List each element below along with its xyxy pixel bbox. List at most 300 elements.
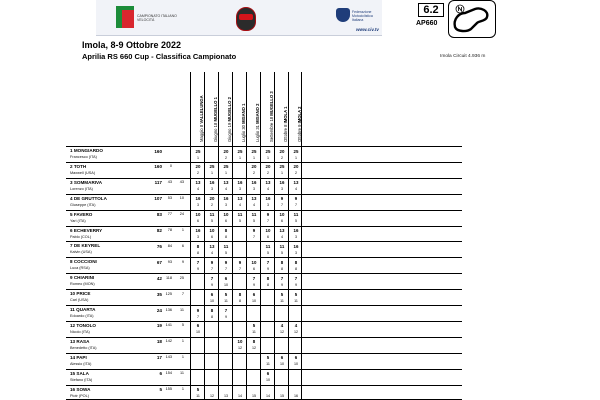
round-points: 20 bbox=[195, 164, 201, 170]
round-points: 8 bbox=[238, 291, 242, 297]
round-venue: IMOLA 2 bbox=[297, 106, 302, 124]
rider-first-name: Edoardo (ITA) bbox=[70, 314, 94, 318]
championship-title: Aprilia RS 660 Cup - Classifica Campionato bbox=[82, 52, 237, 61]
rider-total-points: 6 bbox=[159, 371, 162, 377]
round-points: 8 bbox=[280, 259, 284, 265]
round-place: 6 bbox=[281, 219, 283, 224]
civ-logo bbox=[116, 6, 176, 30]
round-result-cell bbox=[260, 227, 274, 242]
round-points: 10 bbox=[237, 339, 243, 345]
rider-first-name: Maxwell (USA) bbox=[70, 170, 96, 175]
round-points: 13 bbox=[223, 180, 229, 186]
round-place: 10 bbox=[252, 298, 256, 303]
round-place: 7 bbox=[253, 235, 255, 239]
round-venue: MISANO 1 bbox=[241, 103, 246, 124]
gap-to-previous: 1 bbox=[181, 355, 184, 360]
round-points: 9 bbox=[280, 196, 284, 202]
round-points: 16 bbox=[209, 180, 215, 186]
round-result-cell bbox=[204, 258, 218, 273]
round-points: 9 bbox=[252, 228, 256, 233]
rider-total-points: 18 bbox=[156, 339, 162, 345]
round-result-cell bbox=[204, 242, 218, 257]
round-place: 4 bbox=[197, 187, 199, 192]
round-place: 11 bbox=[252, 330, 256, 335]
table-row bbox=[66, 369, 462, 385]
round-result-cell bbox=[190, 322, 204, 337]
round-points: 6 bbox=[196, 323, 200, 329]
round-place: 8 bbox=[211, 314, 213, 319]
round-result-cell bbox=[232, 290, 246, 305]
rider-total-points: 42 bbox=[156, 275, 162, 281]
round-points: 13 bbox=[265, 180, 271, 186]
round-place: 5 bbox=[239, 219, 241, 224]
round-result-cell bbox=[274, 370, 288, 385]
rider-total-points: 24 bbox=[156, 307, 162, 313]
round-place: 11 bbox=[266, 362, 270, 367]
rider-position-name: 2 TOTH bbox=[70, 163, 87, 169]
round-place: 11 bbox=[224, 298, 228, 303]
round-points: 25 bbox=[293, 148, 299, 154]
round-place: 2 bbox=[253, 171, 255, 176]
round-result-cell bbox=[274, 211, 288, 226]
round-venue: MUGELLO 1 bbox=[213, 97, 218, 122]
round-place: 1 bbox=[281, 171, 283, 176]
round-points: 8 bbox=[196, 243, 200, 249]
round-place: 12 bbox=[238, 346, 242, 351]
round-result-cell bbox=[288, 147, 302, 162]
round-result-cell bbox=[288, 242, 302, 257]
rider-position-name: 9 CHIARINI bbox=[70, 275, 95, 281]
round-points: 8 bbox=[252, 339, 256, 345]
round-points: 10 bbox=[223, 212, 229, 218]
round-result-cell bbox=[274, 179, 288, 194]
round-result-cell bbox=[288, 274, 302, 289]
round-place: 6 bbox=[211, 235, 213, 239]
round-result-cell bbox=[232, 274, 246, 289]
round-place: 1 bbox=[225, 171, 227, 176]
round-points: 13 bbox=[293, 180, 299, 186]
rider-position-name: 14 PAPI bbox=[70, 354, 87, 360]
round-place: 3 bbox=[253, 187, 255, 192]
round-result-cell bbox=[218, 370, 232, 385]
round-points: 5 bbox=[294, 291, 298, 297]
rider-position-name: 1 MONGIARDO bbox=[70, 148, 103, 153]
round-result-cell bbox=[204, 338, 218, 353]
round-points: 7 bbox=[294, 275, 298, 281]
round-points: 16 bbox=[265, 196, 271, 202]
round-result-cell bbox=[232, 195, 246, 210]
round-place: 16 bbox=[294, 394, 298, 398]
table-row bbox=[66, 226, 462, 242]
round-result-cell bbox=[218, 163, 232, 178]
rider-first-name: Alessio (ITA) bbox=[70, 361, 92, 366]
round-points: 11 bbox=[279, 243, 285, 249]
round-result-cell bbox=[246, 147, 260, 162]
round-place: 3 bbox=[281, 187, 283, 192]
round-points: 16 bbox=[223, 196, 229, 202]
round-result-cell bbox=[288, 290, 302, 305]
gap-to-previous: 1 bbox=[181, 387, 184, 391]
round-result-cell bbox=[246, 163, 260, 178]
rider-first-name: Kalvin (USA) bbox=[70, 250, 92, 255]
round-place: 8 bbox=[281, 266, 283, 271]
gap-to-previous: 10 bbox=[179, 196, 184, 201]
round-points: 11 bbox=[251, 212, 257, 218]
rider-position-name: 15 SALA bbox=[70, 370, 89, 376]
table-row bbox=[66, 305, 462, 321]
round-result-cell bbox=[246, 306, 260, 321]
round-points: 13 bbox=[279, 228, 285, 233]
round-result-cell bbox=[260, 290, 274, 305]
table-row bbox=[66, 337, 462, 353]
round-result-cell bbox=[204, 211, 218, 226]
round-place: 3 bbox=[267, 203, 269, 208]
round-points: 8 bbox=[266, 275, 270, 281]
round-header bbox=[288, 72, 302, 146]
round-result-cell bbox=[260, 386, 274, 400]
aprilia-logo bbox=[236, 7, 256, 31]
gap-to-previous: 7 bbox=[181, 291, 184, 296]
round-header bbox=[232, 72, 246, 146]
round-result-cell bbox=[274, 322, 288, 337]
round-result-cell bbox=[246, 370, 260, 385]
round-venue: MISANO 2 bbox=[255, 103, 260, 124]
round-points: 4 bbox=[294, 323, 298, 329]
round-result-cell bbox=[260, 163, 274, 178]
round-place: 12 bbox=[252, 346, 256, 351]
round-place: 1 bbox=[239, 155, 241, 160]
round-place: 7 bbox=[225, 266, 227, 271]
round-result-cell bbox=[232, 163, 246, 178]
table-row bbox=[66, 146, 462, 162]
round-label bbox=[297, 68, 302, 142]
round-header bbox=[260, 72, 274, 146]
round-date: Luglio 30 bbox=[241, 123, 246, 142]
round-result-cell bbox=[204, 354, 218, 369]
round-points: 25 bbox=[237, 148, 243, 154]
round-place: 3 bbox=[197, 203, 199, 208]
round-place: 6 bbox=[197, 219, 199, 224]
round-place: 1 bbox=[267, 155, 269, 160]
round-result-cell bbox=[204, 179, 218, 194]
round-place: 9 bbox=[281, 282, 283, 287]
round-points: 7 bbox=[266, 259, 270, 265]
round-result-cell bbox=[288, 211, 302, 226]
round-result-cell bbox=[204, 386, 218, 400]
round-points: 13 bbox=[195, 180, 201, 186]
round-header bbox=[190, 72, 204, 146]
round-result-cell bbox=[246, 258, 260, 273]
rider-position-name: 7 DE KEYREL bbox=[70, 243, 101, 249]
round-place: 4 bbox=[225, 187, 227, 192]
round-points: 16 bbox=[195, 196, 201, 202]
round-points: 25 bbox=[265, 148, 271, 154]
rider-first-name: Piotr (POL) bbox=[70, 393, 89, 398]
round-place: 9 bbox=[225, 314, 227, 319]
rider-first-name: Romeo (MON) bbox=[70, 282, 95, 287]
round-result-cell bbox=[246, 274, 260, 289]
rider-total-points: 107 bbox=[154, 196, 162, 202]
rider-position-name: 16 SOWA bbox=[70, 386, 91, 392]
round-place: 6 bbox=[253, 266, 255, 271]
round-points: 16 bbox=[279, 180, 285, 186]
round-result-cell bbox=[246, 354, 260, 369]
round-result-cell bbox=[246, 338, 260, 353]
round-place: 1 bbox=[253, 155, 255, 160]
table-row bbox=[66, 321, 462, 337]
gap-to-previous: 1 bbox=[181, 339, 184, 344]
rider-position-name: 13 RASA bbox=[70, 338, 90, 344]
round-result-cell bbox=[232, 386, 246, 400]
round-result-cell bbox=[260, 179, 274, 194]
round-result-cell bbox=[274, 274, 288, 289]
rider-total-points: 5 bbox=[159, 387, 162, 392]
round-place: 3 bbox=[239, 187, 241, 192]
round-result-cell bbox=[218, 242, 232, 257]
round-points: 9 bbox=[224, 259, 228, 265]
round-result-cell bbox=[288, 354, 302, 369]
round-result-cell bbox=[218, 338, 232, 353]
round-points: 8 bbox=[210, 307, 214, 313]
round-points: 5 bbox=[266, 355, 270, 361]
round-place: 3 bbox=[295, 235, 297, 239]
table-row bbox=[66, 178, 462, 194]
gap-to-leader: 43 bbox=[167, 180, 172, 185]
round-result-cell bbox=[260, 306, 274, 321]
round-place: 8 bbox=[239, 298, 241, 303]
round-place: 14 bbox=[238, 394, 242, 398]
round-header bbox=[204, 72, 218, 146]
round-points: 6 bbox=[252, 291, 256, 297]
round-result-cell bbox=[204, 306, 218, 321]
round-date: Ottobre 9 bbox=[297, 123, 302, 142]
fmi-logo-text: Federazione Motociclistica Italiana bbox=[352, 10, 373, 22]
round-place: 4 bbox=[295, 187, 297, 192]
gap-to-leader: 84 bbox=[167, 243, 172, 248]
round-result-cell bbox=[260, 370, 274, 385]
round-place: 8 bbox=[225, 235, 227, 239]
round-place: 2 bbox=[225, 155, 227, 160]
round-venue: MUGELLO 2 bbox=[227, 97, 232, 122]
round-place: 9 bbox=[267, 266, 269, 271]
round-place: 7 bbox=[267, 219, 269, 224]
round-result-cell bbox=[204, 195, 218, 210]
round-result-cell bbox=[218, 227, 232, 242]
round-points: 7 bbox=[224, 307, 228, 313]
round-date: Settembre 18 bbox=[269, 115, 274, 142]
gap-to-leader: 142 bbox=[165, 339, 172, 344]
round-result-cell bbox=[274, 290, 288, 305]
gap-to-leader: 154 bbox=[165, 371, 172, 376]
round-points: 6 bbox=[210, 291, 214, 297]
round-result-cell bbox=[274, 354, 288, 369]
round-result-cell bbox=[246, 242, 260, 257]
round-place: 2 bbox=[211, 203, 213, 208]
round-result-cell bbox=[288, 195, 302, 210]
rider-total-points: 83 bbox=[156, 212, 162, 218]
civ-logo-red-block bbox=[122, 10, 134, 28]
fmi-shield-icon bbox=[336, 8, 350, 22]
round-result-cell bbox=[288, 322, 302, 337]
table-row bbox=[66, 210, 462, 226]
round-points: 5 bbox=[224, 291, 228, 297]
round-points: 6 bbox=[294, 355, 298, 361]
table-row bbox=[66, 353, 462, 369]
round-result-cell bbox=[246, 322, 260, 337]
round-place: 9 bbox=[295, 282, 297, 287]
round-result-cell bbox=[274, 386, 288, 400]
round-header bbox=[218, 72, 232, 146]
round-result-cell bbox=[204, 147, 218, 162]
round-result-cell bbox=[204, 370, 218, 385]
round-place: 10 bbox=[294, 362, 298, 367]
round-points: 6 bbox=[224, 275, 228, 281]
rider-total-points: 67 bbox=[156, 259, 162, 265]
round-date: Giugno 18 bbox=[213, 121, 218, 142]
round-header bbox=[246, 72, 260, 146]
round-result-cell bbox=[218, 306, 232, 321]
round-place: 2 bbox=[281, 155, 283, 160]
round-points: 9 bbox=[196, 307, 200, 313]
round-result-cell bbox=[246, 211, 260, 226]
round-result-cell bbox=[232, 322, 246, 337]
round-points: 10 bbox=[209, 228, 215, 233]
civ-logo-text: CAMPIONATO ITALIANO VELOCITÀ bbox=[137, 14, 177, 22]
round-points: 9 bbox=[266, 212, 270, 218]
round-place: 14 bbox=[266, 394, 270, 398]
round-place: 10 bbox=[266, 378, 270, 383]
round-result-cell bbox=[260, 322, 274, 337]
round-result-cell bbox=[190, 354, 204, 369]
round-result-cell bbox=[274, 147, 288, 162]
rider-first-name: Yari (ITA) bbox=[70, 218, 86, 223]
gap-to-leader: 141 bbox=[165, 323, 172, 328]
round-place: 5 bbox=[281, 250, 283, 255]
round-place: 11 bbox=[280, 298, 284, 303]
round-place: 9 bbox=[253, 282, 255, 287]
round-result-cell bbox=[274, 242, 288, 257]
round-points: 6 bbox=[280, 355, 284, 361]
round-place: 12 bbox=[210, 394, 214, 398]
round-points: 11 bbox=[265, 243, 271, 249]
round-result-cell bbox=[218, 290, 232, 305]
round-result-cell bbox=[218, 274, 232, 289]
gap-to-previous: 11 bbox=[180, 307, 184, 312]
round-place: 3 bbox=[197, 235, 199, 239]
round-place: 1 bbox=[211, 171, 213, 176]
round-place: 1 bbox=[295, 155, 297, 160]
gap-to-leader: 136 bbox=[165, 307, 172, 312]
round-result-cell bbox=[288, 163, 302, 178]
round-points: 9 bbox=[210, 259, 214, 265]
round-result-cell bbox=[204, 274, 218, 289]
round-date: Maggio 8 bbox=[199, 123, 204, 142]
round-place: 10 bbox=[210, 298, 214, 303]
round-points: 16 bbox=[195, 228, 201, 233]
round-points: 10 bbox=[279, 212, 285, 218]
round-points: 5 bbox=[196, 387, 200, 392]
rider-position-name: 5 FAVERO bbox=[70, 211, 93, 217]
round-points: 13 bbox=[251, 196, 257, 202]
round-place: 4 bbox=[239, 203, 241, 208]
round-result-cell bbox=[246, 290, 260, 305]
gap-to-previous: 6 bbox=[181, 243, 184, 248]
round-result-cell bbox=[204, 163, 218, 178]
round-result-cell bbox=[190, 386, 204, 400]
round-place: 9 bbox=[197, 266, 199, 271]
round-place: 6 bbox=[267, 235, 269, 239]
round-result-cell bbox=[218, 147, 232, 162]
round-place: 2 bbox=[295, 171, 297, 176]
gap-to-leader: 77 bbox=[167, 212, 172, 217]
rider-position-name: 12 TONOLO bbox=[70, 322, 96, 328]
round-points: 25 bbox=[279, 164, 285, 170]
round-result-cell bbox=[232, 211, 246, 226]
rider-total-points: 82 bbox=[156, 228, 162, 233]
round-points: 11 bbox=[209, 212, 215, 218]
round-result-cell bbox=[204, 290, 218, 305]
round-result-cell bbox=[218, 179, 232, 194]
round-result-cell bbox=[232, 242, 246, 257]
round-place: 11 bbox=[294, 298, 298, 303]
rider-position-name: 10 PRICE bbox=[70, 291, 91, 297]
round-place: 10 bbox=[224, 282, 228, 287]
table-row bbox=[66, 289, 462, 305]
gap-to-previous: 5 bbox=[181, 323, 184, 328]
round-result-cell bbox=[260, 338, 274, 353]
gap-to-leader: 0 bbox=[169, 164, 172, 169]
table-row bbox=[66, 162, 462, 178]
round-points: 11 bbox=[237, 212, 243, 218]
class-code: AP660 bbox=[416, 20, 438, 27]
gap-to-previous: 1 bbox=[181, 228, 184, 232]
round-result-cell bbox=[190, 242, 204, 257]
round-place: 7 bbox=[281, 203, 283, 208]
round-place: 4 bbox=[267, 187, 269, 192]
round-result-cell bbox=[246, 386, 260, 400]
round-result-cell bbox=[246, 195, 260, 210]
rider-total-points: 160 bbox=[154, 164, 162, 170]
rider-first-name: Luca (RSA) bbox=[70, 266, 90, 271]
round-points: 7 bbox=[210, 275, 214, 281]
round-place: 7 bbox=[197, 314, 199, 319]
rider-first-name: Lorenzo (ITA) bbox=[70, 186, 93, 191]
round-result-cell bbox=[288, 370, 302, 385]
round-result-cell bbox=[288, 338, 302, 353]
table-row bbox=[66, 194, 462, 210]
round-points: 20 bbox=[265, 164, 271, 170]
round-points: 7 bbox=[252, 275, 256, 281]
round-result-cell bbox=[232, 227, 246, 242]
gap-to-previous: 25 bbox=[179, 275, 184, 280]
round-result-cell bbox=[274, 195, 288, 210]
round-result-cell bbox=[190, 306, 204, 321]
round-place: 2 bbox=[267, 171, 269, 176]
gap-to-leader: 118 bbox=[165, 275, 172, 280]
table-row bbox=[66, 385, 462, 400]
round-points: 5 bbox=[280, 291, 284, 297]
round-result-cell bbox=[260, 274, 274, 289]
round-result-cell bbox=[246, 179, 260, 194]
round-place: 11 bbox=[196, 394, 200, 398]
gap-to-previous: 9 bbox=[181, 259, 184, 264]
round-points: 4 bbox=[280, 323, 284, 329]
round-points: 25 bbox=[195, 148, 201, 154]
round-place: 5 bbox=[253, 219, 255, 224]
round-result-cell bbox=[204, 322, 218, 337]
round-result-cell bbox=[274, 227, 288, 242]
round-result-cell bbox=[274, 306, 288, 321]
